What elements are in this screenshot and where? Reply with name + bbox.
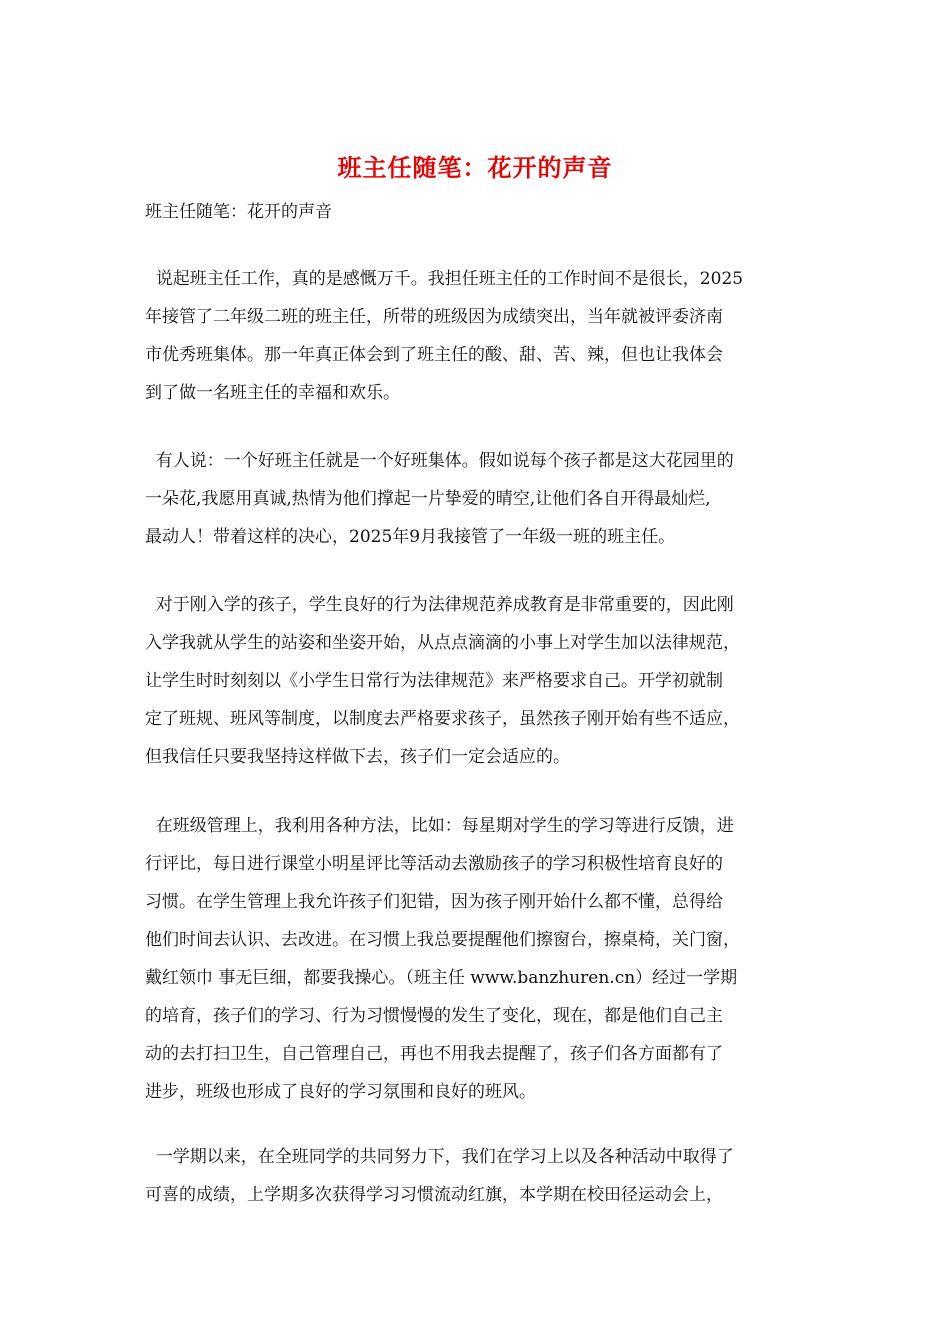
text-line: 行评比，每日进行课堂小明星评比等活动去激励孩子的学习积极性培育良好的 bbox=[145, 854, 723, 874]
text-line: 入学我就从学生的站姿和坐姿开始，从点点滴滴的小事上对学生加以法律规范， bbox=[145, 633, 740, 653]
text-line: 进步，班级也形成了良好的学习氛围和良好的班风。 bbox=[145, 1082, 536, 1102]
text-line: 让学生时时刻刻以《小学生日常行为法律规范》来严格要求自己。开学初就制 bbox=[145, 671, 723, 691]
text-line: 习惯。在学生管理上我允许孩子们犯错，因为孩子刚开始什么都不懂，总得给 bbox=[145, 892, 723, 912]
text-line: 的培育，孩子们的学习、行为习惯慢慢的发生了变化，现在，都是他们自己主 bbox=[145, 1006, 723, 1026]
text-line: 年接管了二年级二班的班主任，所带的班级因为成绩突出，当年就被评委济南 bbox=[145, 307, 723, 327]
text-line: 动的去打扫卫生，自己管理自己，再也不用我去提醒了，孩子们各方面都有了 bbox=[145, 1044, 723, 1064]
text-line: 有人说：一个好班主任就是一个好班集体。假如说每个孩子都是这大花园里的 bbox=[145, 451, 734, 471]
text-line: 一学期以来，在全班同学的共同努力下，我们在学习上以及各种活动中取得了 bbox=[145, 1147, 734, 1167]
paragraph bbox=[145, 807, 810, 1111]
text-line: 到了做一名班主任的幸福和欢乐。 bbox=[145, 383, 400, 403]
paragraph bbox=[145, 442, 810, 556]
document-title: 班主任随笔：花开的声音 bbox=[337, 153, 613, 182]
paragraph bbox=[145, 260, 810, 412]
text-line: 戴红领巾 事无巨细，都要我操心。（班主任 www.banzhuren.cn）经过一学期 bbox=[145, 968, 738, 988]
text-line: 在班级管理上，我利用各种方法，比如：每星期对学生的学习等进行反馈，进 bbox=[145, 816, 734, 836]
paragraph bbox=[145, 1138, 810, 1214]
text-line: 可喜的成绩，上学期多次获得学习习惯流动红旗，本学期在校田径运动会上， bbox=[145, 1185, 723, 1205]
text-line: 定了班规、班风等制度，以制度去严格要求孩子，虽然孩子刚开始有些不适应， bbox=[145, 709, 740, 729]
text-line: 说起班主任工作，真的是感慨万千。我担任班主任的工作时间不是很长，2025 bbox=[145, 269, 744, 289]
text-line: 他们时间去认识、去改进。在习惯上我总要提醒他们擦窗台，擦桌椅，关门窗， bbox=[145, 930, 740, 950]
document-subtitle: 班主任随笔：花开的声音 bbox=[145, 202, 332, 222]
text-line: 市优秀班集体。那一年真正体会到了班主任的酸、甜、苦、辣，但也让我体会 bbox=[145, 345, 723, 365]
text-line: 对于刚入学的孩子，学生良好的行为法律规范养成教育是非常重要的，因此刚 bbox=[145, 595, 734, 615]
text-line: 一朵花,我愿用真诚,热情为他们撑起一片挚爱的晴空,让他们各自开得最灿烂, bbox=[145, 489, 711, 509]
text-line: 但我信任只要我坚持这样做下去，孩子们一定会适应的。 bbox=[145, 747, 570, 767]
paragraph bbox=[145, 586, 810, 776]
text-line: 最动人！带着这样的决心，2025年9月我接管了一年级一班的班主任。 bbox=[145, 527, 676, 547]
